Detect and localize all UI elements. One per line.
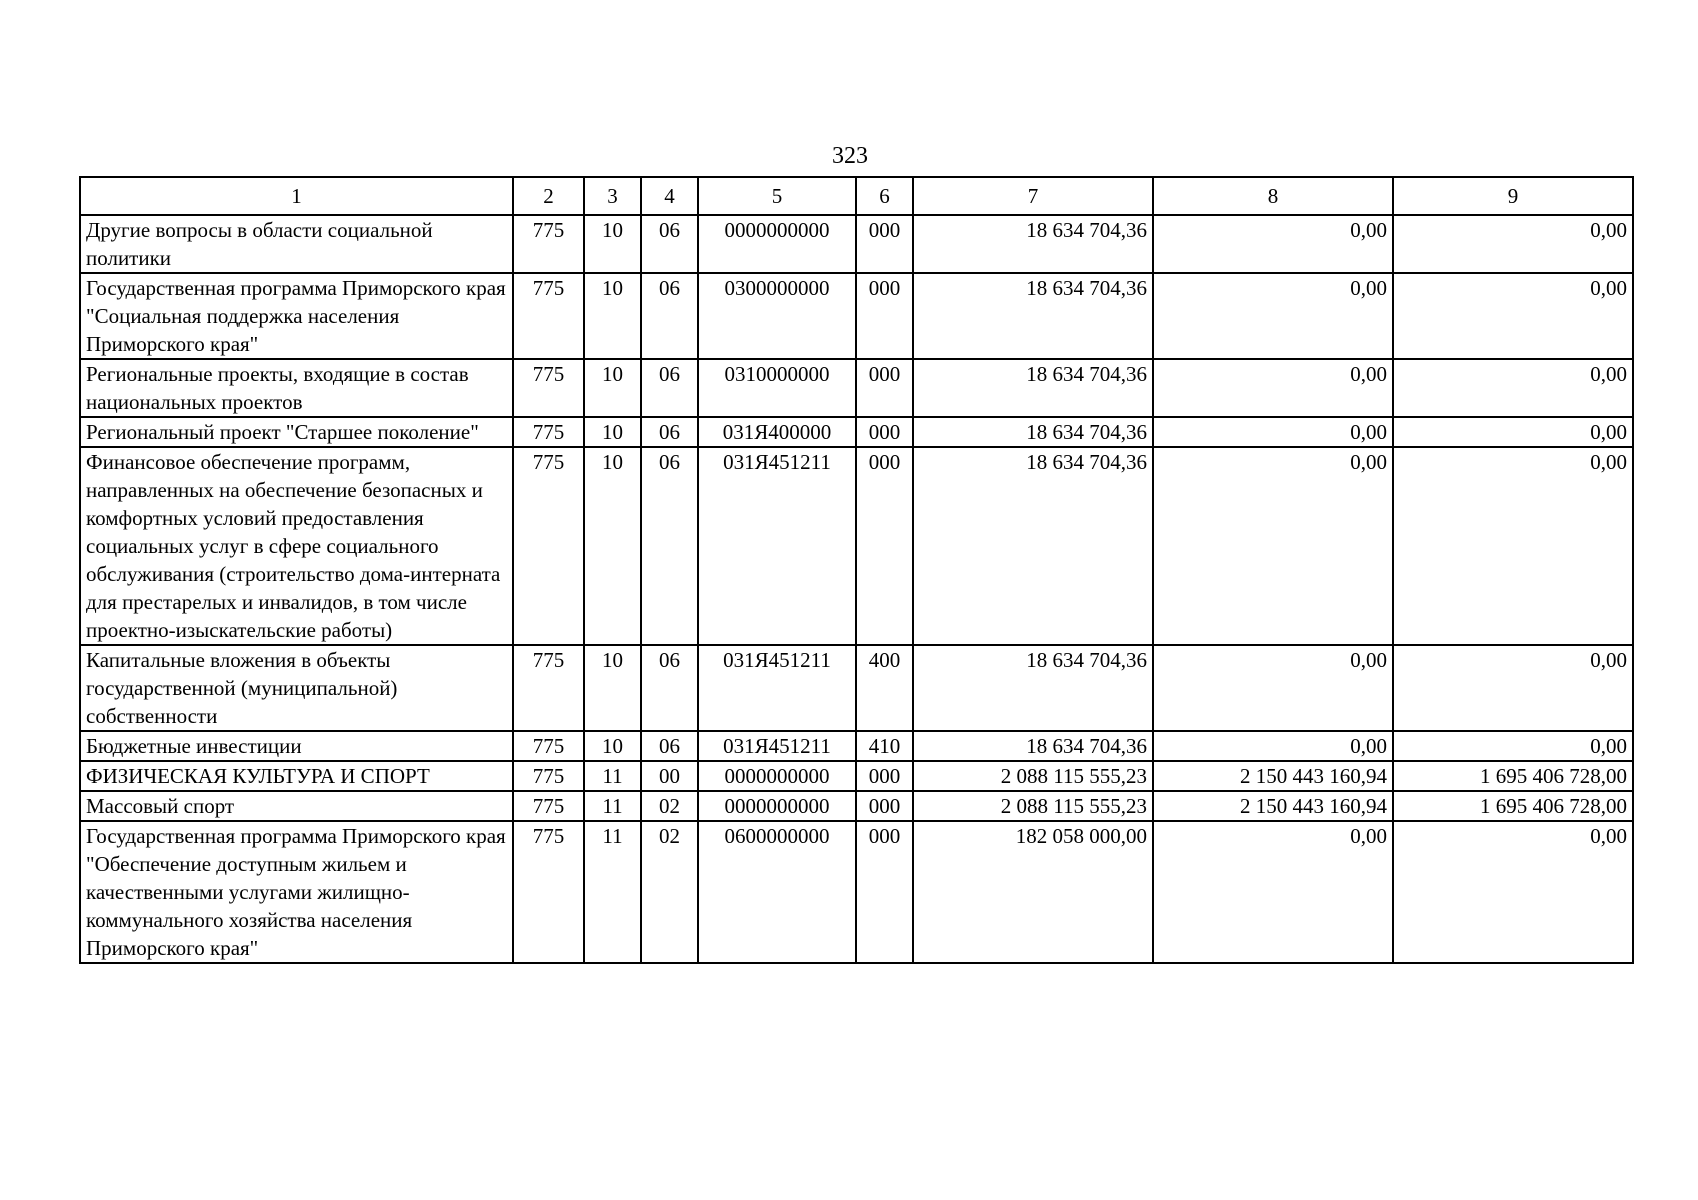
- cell-section: 10: [584, 215, 641, 273]
- cell-amount-7: 2 088 115 555,23: [913, 761, 1153, 791]
- cell-amount-7: 2 088 115 555,23: [913, 791, 1153, 821]
- cell-target: 0600000000: [698, 821, 856, 963]
- table-row: [80, 215, 1633, 273]
- cell-section: 11: [584, 791, 641, 821]
- cell-amount-9: 0,00: [1393, 645, 1633, 731]
- cell-amount-7: 18 634 704,36: [913, 731, 1153, 761]
- cell-amount-7: 18 634 704,36: [913, 417, 1153, 447]
- cell-type: 000: [856, 417, 913, 447]
- row-name: Региональный проект "Старшее поколение": [80, 417, 513, 447]
- cell-amount-7: 18 634 704,36: [913, 645, 1153, 731]
- cell-subsection: 06: [641, 447, 698, 645]
- cell-amount-9: 0,00: [1393, 447, 1633, 645]
- cell-target: 031Я451211: [698, 731, 856, 761]
- cell-subsection: 02: [641, 821, 698, 963]
- cell-amount-7: 18 634 704,36: [913, 359, 1153, 417]
- row-name: Другие вопросы в области социальной политики: [80, 215, 513, 273]
- row-name: Бюджетные инвестиции: [80, 731, 513, 761]
- cell-amount-9: 1 695 406 728,00: [1393, 761, 1633, 791]
- cell-target: 0310000000: [698, 359, 856, 417]
- cell-code: 775: [513, 215, 584, 273]
- cell-subsection: 06: [641, 215, 698, 273]
- cell-type: 000: [856, 273, 913, 359]
- cell-target: 031Я451211: [698, 645, 856, 731]
- table-row: [80, 731, 1633, 761]
- cell-target: 031Я400000: [698, 417, 856, 447]
- table-row: [80, 645, 1633, 731]
- cell-amount-8: 0,00: [1153, 645, 1393, 731]
- row-name: ФИЗИЧЕСКАЯ КУЛЬТУРА И СПОРТ: [80, 761, 513, 791]
- cell-code: 775: [513, 821, 584, 963]
- cell-amount-8: 0,00: [1153, 215, 1393, 273]
- cell-amount-8: 0,00: [1153, 359, 1393, 417]
- cell-amount-7: 18 634 704,36: [913, 273, 1153, 359]
- table-row: [80, 417, 1633, 447]
- cell-type: 410: [856, 731, 913, 761]
- cell-amount-8: 2 150 443 160,94: [1153, 791, 1393, 821]
- cell-amount-7: 18 634 704,36: [913, 447, 1153, 645]
- row-name: Региональные проекты, входящие в состав национальных проектов: [80, 359, 513, 417]
- cell-target: 031Я451211: [698, 447, 856, 645]
- cell-code: 775: [513, 791, 584, 821]
- cell-type: 000: [856, 359, 913, 417]
- column-header: 7: [913, 177, 1153, 215]
- cell-target: 0000000000: [698, 215, 856, 273]
- cell-section: 11: [584, 761, 641, 791]
- cell-type: 000: [856, 821, 913, 963]
- cell-subsection: 06: [641, 273, 698, 359]
- cell-amount-9: 0,00: [1393, 215, 1633, 273]
- cell-section: 10: [584, 417, 641, 447]
- cell-amount-8: 0,00: [1153, 821, 1393, 963]
- cell-subsection: 00: [641, 761, 698, 791]
- cell-code: 775: [513, 731, 584, 761]
- column-header: 4: [641, 177, 698, 215]
- cell-amount-9: 0,00: [1393, 821, 1633, 963]
- cell-code: 775: [513, 417, 584, 447]
- cell-type: 400: [856, 645, 913, 731]
- column-header: 3: [584, 177, 641, 215]
- cell-section: 10: [584, 645, 641, 731]
- cell-code: 775: [513, 273, 584, 359]
- cell-type: 000: [856, 791, 913, 821]
- cell-section: 10: [584, 447, 641, 645]
- row-name: Государственная программа Приморского края "Обеспечение доступным жильем и качественными услугами жилищно-коммунального хозяйства населения Приморского края": [80, 821, 513, 963]
- cell-type: 000: [856, 215, 913, 273]
- cell-section: 10: [584, 359, 641, 417]
- column-header: 6: [856, 177, 913, 215]
- cell-section: 10: [584, 273, 641, 359]
- row-name: Государственная программа Приморского края "Социальная поддержка населения Приморского края": [80, 273, 513, 359]
- cell-code: 775: [513, 645, 584, 731]
- table-row: [80, 821, 1633, 963]
- cell-amount-9: 0,00: [1393, 731, 1633, 761]
- row-name: Массовый спорт: [80, 791, 513, 821]
- cell-type: 000: [856, 761, 913, 791]
- table-row: [80, 761, 1633, 791]
- cell-amount-8: 0,00: [1153, 417, 1393, 447]
- cell-subsection: 06: [641, 359, 698, 417]
- cell-type: 000: [856, 447, 913, 645]
- page-number: 323: [832, 143, 868, 169]
- cell-amount-7: 182 058 000,00: [913, 821, 1153, 963]
- table-row: [80, 447, 1633, 645]
- cell-amount-8: 2 150 443 160,94: [1153, 761, 1393, 791]
- cell-subsection: 06: [641, 645, 698, 731]
- cell-code: 775: [513, 447, 584, 645]
- cell-subsection: 06: [641, 731, 698, 761]
- cell-amount-8: 0,00: [1153, 731, 1393, 761]
- cell-amount-9: 0,00: [1393, 359, 1633, 417]
- header-row: [80, 177, 1633, 215]
- table-row: [80, 273, 1633, 359]
- column-header: 2: [513, 177, 584, 215]
- cell-amount-8: 0,00: [1153, 447, 1393, 645]
- budget-table: [79, 176, 1634, 964]
- column-header: 5: [698, 177, 856, 215]
- cell-amount-9: 0,00: [1393, 273, 1633, 359]
- table-row: [80, 359, 1633, 417]
- cell-target: 0000000000: [698, 761, 856, 791]
- row-name: Финансовое обеспечение программ, направленных на обеспечение безопасных и комфортных условий предоставления социальных услуг в сфере социального обслуживания (строительство дома-интерната для престарелых и инвалидов, в том числе проектно-изыскательские работы): [80, 447, 513, 645]
- cell-subsection: 02: [641, 791, 698, 821]
- column-header: 8: [1153, 177, 1393, 215]
- column-header: 9: [1393, 177, 1633, 215]
- cell-amount-8: 0,00: [1153, 273, 1393, 359]
- cell-amount-9: 1 695 406 728,00: [1393, 791, 1633, 821]
- cell-section: 10: [584, 731, 641, 761]
- cell-amount-7: 18 634 704,36: [913, 215, 1153, 273]
- row-name: Капитальные вложения в объекты государственной (муниципальной) собственности: [80, 645, 513, 731]
- cell-target: 0300000000: [698, 273, 856, 359]
- cell-code: 775: [513, 761, 584, 791]
- cell-target: 0000000000: [698, 791, 856, 821]
- table-row: [80, 791, 1633, 821]
- cell-subsection: 06: [641, 417, 698, 447]
- cell-section: 11: [584, 821, 641, 963]
- cell-amount-9: 0,00: [1393, 417, 1633, 447]
- column-header: 1: [80, 177, 513, 215]
- cell-code: 775: [513, 359, 584, 417]
